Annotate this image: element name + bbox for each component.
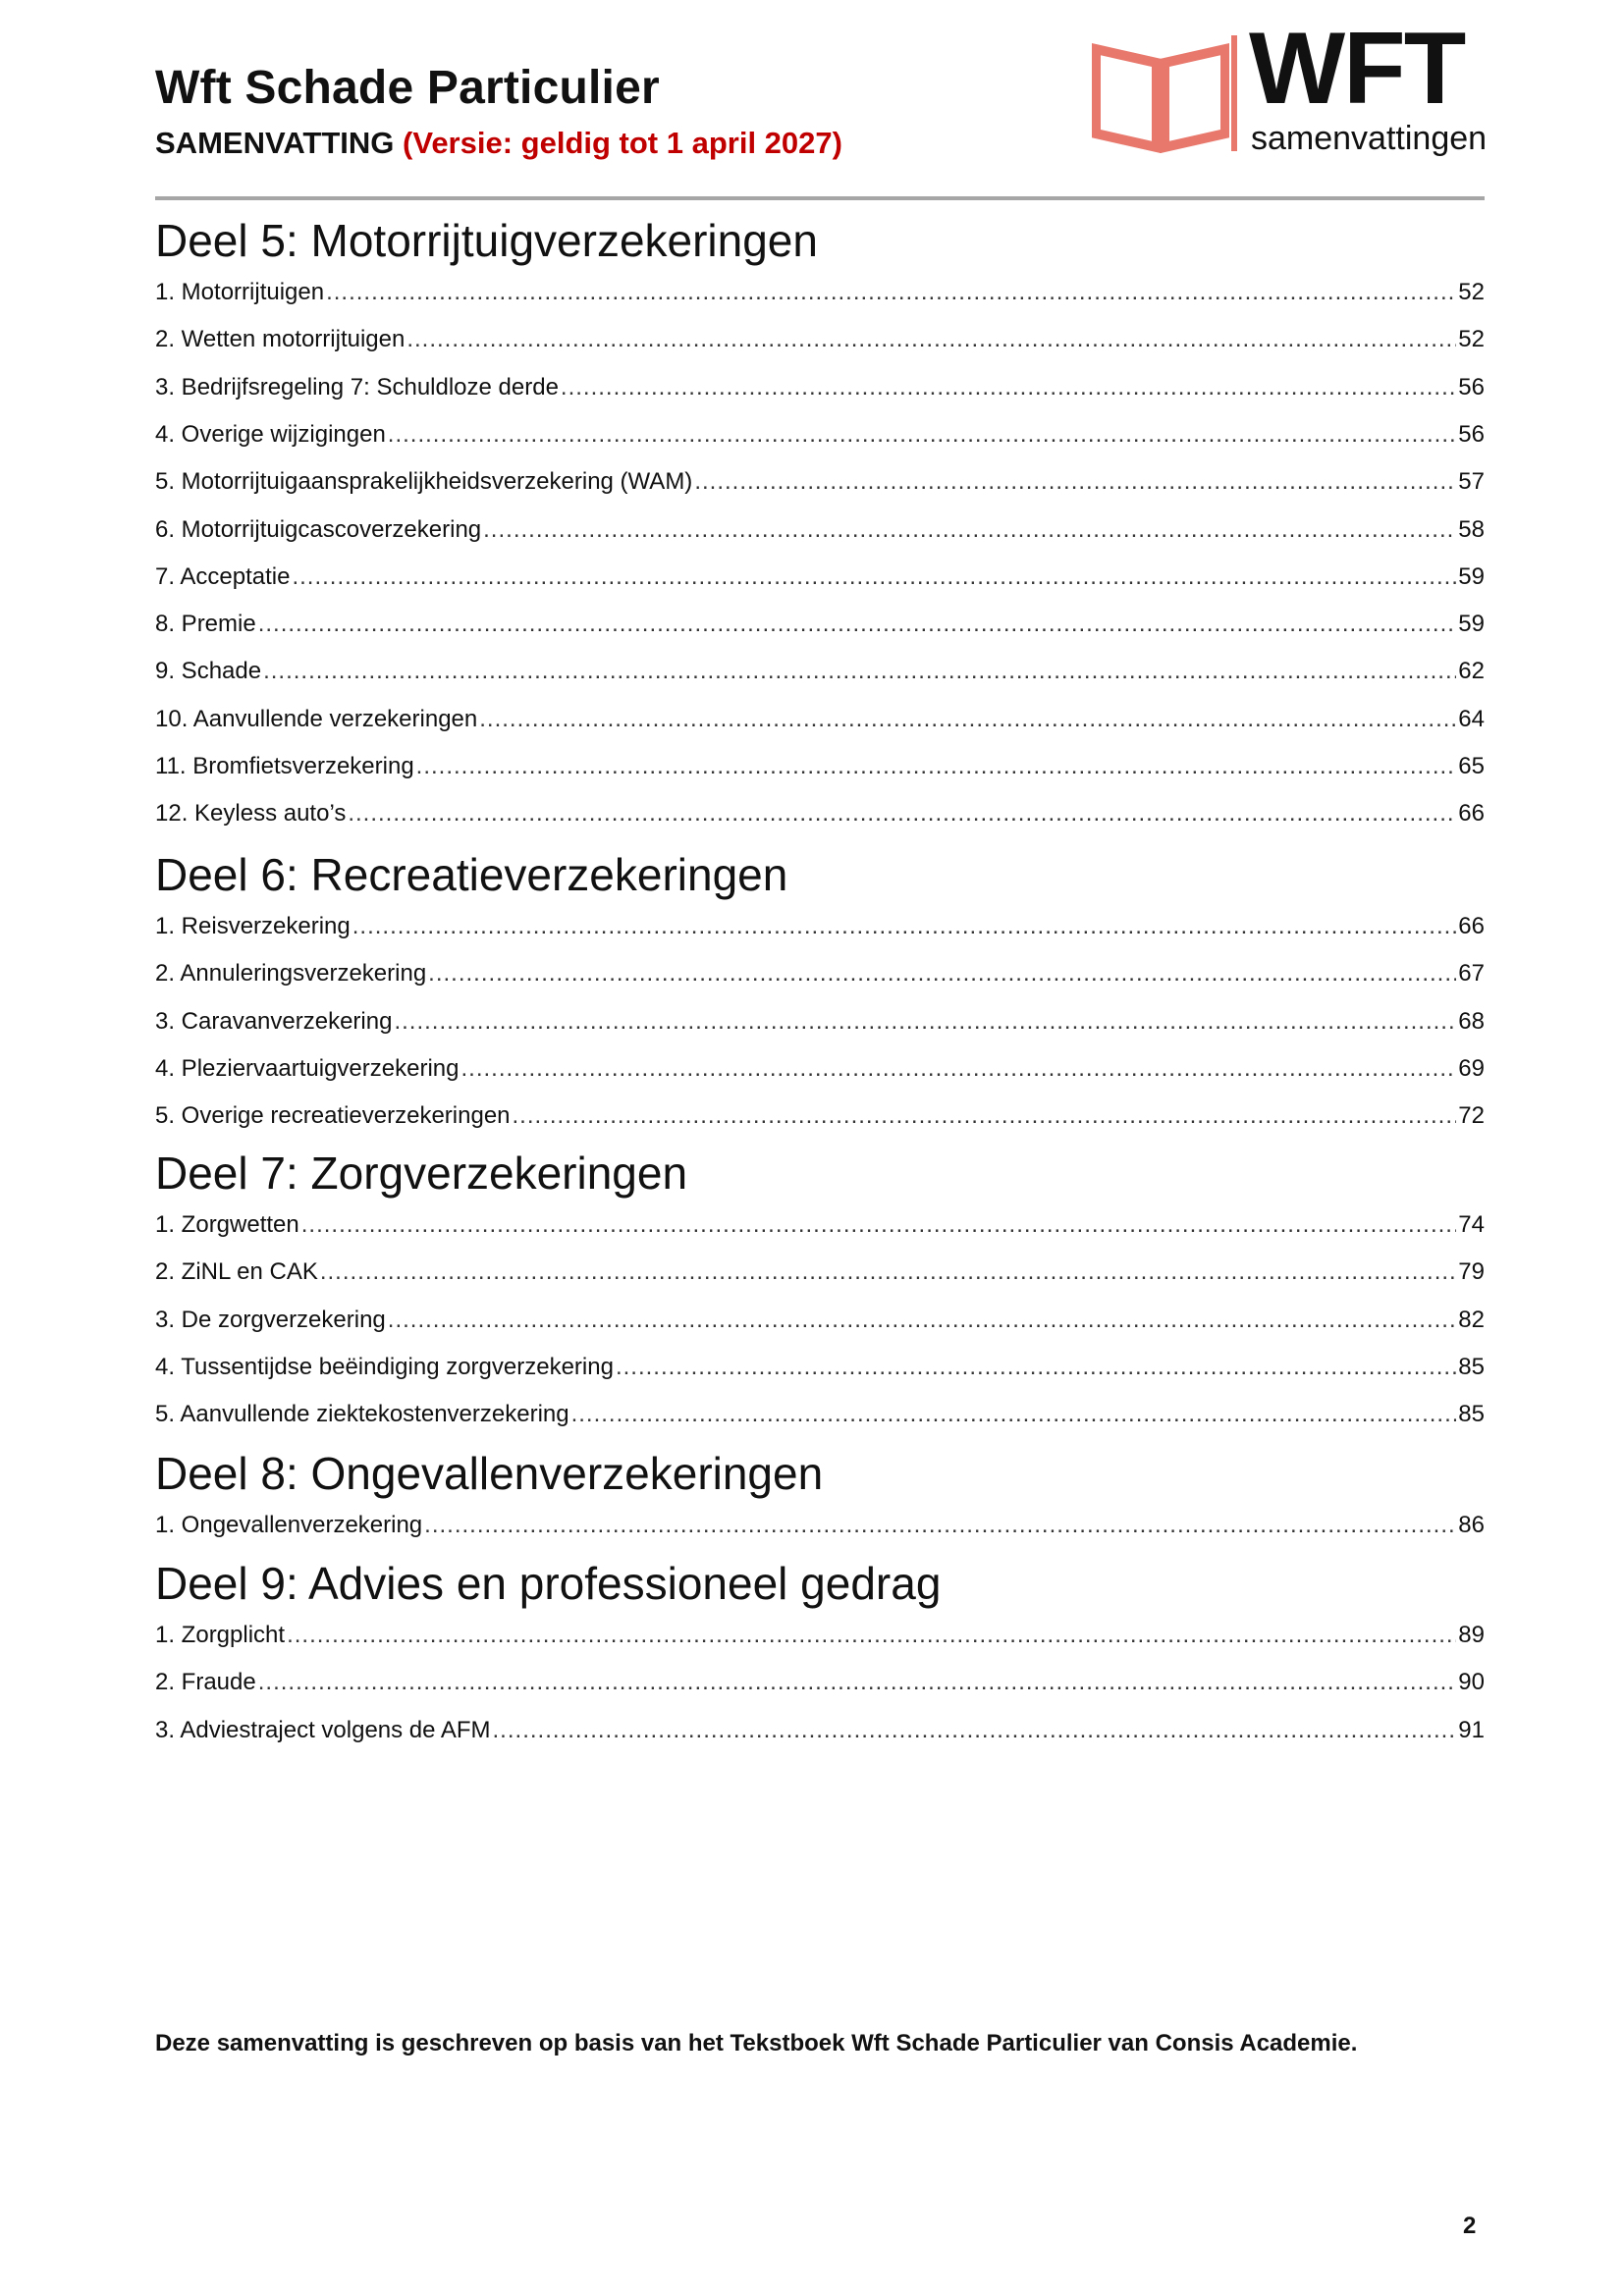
- toc-entry-label: 12. Keyless auto’s: [155, 800, 347, 828]
- toc-entry[interactable]: [155, 1008, 1485, 1041]
- toc-entry-page: 58: [1458, 515, 1485, 543]
- dot-leader: [561, 374, 1456, 401]
- toc-entry-label: 1. Zorgplicht: [155, 1622, 286, 1648]
- toc-entry-label: 1. Motorrijtuigen: [155, 279, 325, 305]
- dot-leader: [694, 468, 1456, 496]
- toc-entry[interactable]: [155, 1512, 1485, 1545]
- toc-entry[interactable]: [155, 516, 1485, 550]
- toc-entry[interactable]: [155, 468, 1485, 502]
- section-title: Deel 6: Recreatieverzekeringen: [155, 849, 788, 900]
- toc-entry-label: 7. Acceptatie: [155, 562, 291, 590]
- toc-entry-page: 66: [1458, 913, 1485, 939]
- dot-leader: [388, 421, 1457, 449]
- dot-leader: [258, 611, 1457, 638]
- subtitle-label: SAMENVATTING: [155, 126, 395, 160]
- dot-leader: [263, 658, 1456, 685]
- toc-entry-label: 1. Zorgwetten: [155, 1211, 299, 1238]
- toc-entry-page: 86: [1458, 1512, 1485, 1538]
- toc-entry[interactable]: [155, 1307, 1485, 1340]
- toc-entry-page: 85: [1458, 1401, 1485, 1428]
- dot-leader: [571, 1401, 1457, 1428]
- dot-leader: [424, 1512, 1456, 1539]
- toc-entry[interactable]: [155, 1055, 1485, 1089]
- toc-entry-page: 79: [1458, 1258, 1485, 1286]
- toc-entry-label: 2. Wetten motorrijtuigen: [155, 326, 406, 353]
- toc-entry-label: 2. Fraude: [155, 1669, 256, 1696]
- dot-leader: [493, 1717, 1457, 1744]
- toc-entry-label: 2. ZiNL en CAK: [155, 1258, 318, 1286]
- toc-entry-page: 56: [1458, 420, 1485, 448]
- section-title: Deel 9: Advies en professioneel gedrag: [155, 1558, 942, 1609]
- toc-entry[interactable]: [155, 1401, 1485, 1434]
- footer-note: Deze samenvatting is geschreven op basis van het Tekstboek Wft Schade Particulier van Consis Academie.: [155, 2030, 1358, 2056]
- toc-entry-page: 59: [1458, 611, 1485, 638]
- toc-entry-page: 89: [1458, 1622, 1485, 1648]
- toc-entry-page: 72: [1458, 1102, 1485, 1130]
- toc-entry-page: 56: [1458, 373, 1485, 400]
- toc-entry-label: 9. Schade: [155, 658, 262, 685]
- toc-entry-label: 3. Bedrijfsregeling 7: Schuldloze derde: [155, 373, 559, 400]
- toc-entry-page: 65: [1458, 753, 1485, 779]
- toc-entry-page: 68: [1458, 1007, 1485, 1035]
- document-title: Wft Schade Particulier: [155, 62, 660, 114]
- dot-leader: [301, 1211, 1457, 1239]
- toc-entry[interactable]: [155, 753, 1485, 786]
- document-subtitle: [155, 126, 842, 161]
- logo-tagline: samenvattingen: [1251, 120, 1488, 157]
- toc-entry-page: 69: [1458, 1054, 1485, 1082]
- dot-leader: [416, 753, 1457, 780]
- dot-leader: [483, 516, 1456, 544]
- logo-wordmark: WFT: [1249, 12, 1465, 126]
- toc-entry-page: 62: [1458, 658, 1485, 685]
- toc-entry-label: 3. Adviestraject volgens de AFM: [155, 1716, 491, 1743]
- dot-leader: [616, 1354, 1456, 1381]
- toc-entry-label: 6. Motorrijtuigcascoverzekering: [155, 515, 482, 543]
- page-number: 2: [1463, 2213, 1477, 2239]
- toc-entry-label: 3. De zorgverzekering: [155, 1306, 386, 1333]
- toc-entry-label: 4. Overige wijzigingen: [155, 420, 386, 448]
- toc-entry[interactable]: [155, 421, 1485, 454]
- toc-entry[interactable]: [155, 913, 1485, 946]
- toc-entry-page: 74: [1458, 1211, 1485, 1238]
- toc-entry-label: 5. Motorrijtuigaansprakelijkheidsverzekering (WAM): [155, 468, 693, 496]
- toc-entry-label: 5. Overige recreatieverzekeringen: [155, 1102, 511, 1130]
- toc-entry[interactable]: [155, 1622, 1485, 1655]
- toc-entry[interactable]: [155, 1669, 1485, 1702]
- section-title: Deel 8: Ongevallenverzekeringen: [155, 1448, 824, 1499]
- section-title: Deel 7: Zorgverzekeringen: [155, 1148, 688, 1199]
- toc-entry-label: 1. Ongevallenverzekering: [155, 1512, 423, 1538]
- toc-entry[interactable]: [155, 706, 1485, 739]
- toc-entry-page: 85: [1458, 1353, 1485, 1380]
- toc-entry[interactable]: [155, 1354, 1485, 1387]
- toc-entry-label: 3. Caravanverzekering: [155, 1007, 393, 1035]
- toc-entry-page: 67: [1458, 960, 1485, 988]
- toc-entry[interactable]: [155, 1211, 1485, 1245]
- toc-entry[interactable]: [155, 1258, 1485, 1292]
- dot-leader: [326, 279, 1456, 306]
- toc-entry[interactable]: [155, 611, 1485, 644]
- toc-entry-page: 64: [1458, 705, 1485, 732]
- toc-entry[interactable]: [155, 326, 1485, 359]
- toc-entry-page: 66: [1458, 800, 1485, 828]
- dot-leader: [394, 1008, 1456, 1036]
- toc-entry[interactable]: [155, 800, 1485, 833]
- toc-entry[interactable]: [155, 1717, 1485, 1750]
- dot-leader: [287, 1622, 1456, 1649]
- toc-entry[interactable]: [155, 658, 1485, 691]
- toc-entry-label: 5. Aanvullende ziektekostenverzekering: [155, 1401, 569, 1428]
- dot-leader: [406, 326, 1456, 353]
- toc-entry-label: 11. Bromfietsverzekering: [155, 753, 414, 779]
- dot-leader: [460, 1055, 1456, 1083]
- toc-entry-label: 2. Annuleringsverzekering: [155, 960, 427, 988]
- dot-leader: [258, 1669, 1457, 1696]
- toc-entry-label: 1. Reisverzekering: [155, 913, 351, 939]
- dot-leader: [388, 1307, 1457, 1334]
- open-book-icon: [1092, 37, 1229, 153]
- header-divider: [155, 196, 1485, 200]
- section-title: Deel 5: Motorrijtuigverzekeringen: [155, 215, 818, 266]
- toc-entry[interactable]: [155, 279, 1485, 312]
- dot-leader: [292, 563, 1456, 591]
- toc-entry-page: 82: [1458, 1306, 1485, 1333]
- toc-entry[interactable]: [155, 374, 1485, 407]
- dot-leader: [320, 1258, 1456, 1286]
- toc-entry-label: 8. Premie: [155, 611, 256, 638]
- dot-leader: [513, 1102, 1457, 1130]
- toc-entry[interactable]: [155, 563, 1485, 597]
- toc-entry[interactable]: [155, 960, 1485, 993]
- toc-entry-page: 52: [1458, 326, 1485, 353]
- toc-entry-label: 4. Tussentijdse beëindiging zorgverzekering: [155, 1353, 614, 1380]
- version-note: (Versie: geldig tot 1 april 2027): [403, 126, 842, 160]
- logo-divider: [1231, 35, 1237, 151]
- toc-entry-label: 10. Aanvullende verzekeringen: [155, 705, 478, 732]
- toc-entry-page: 90: [1458, 1669, 1485, 1696]
- dot-leader: [348, 800, 1456, 828]
- toc-entry[interactable]: [155, 1102, 1485, 1136]
- toc-entry-page: 57: [1458, 468, 1485, 496]
- toc-entry-label: 4. Pleziervaartuigverzekering: [155, 1054, 460, 1082]
- dot-leader: [352, 913, 1457, 940]
- wft-logo: [1092, 12, 1488, 157]
- toc-entry-page: 52: [1458, 279, 1485, 305]
- dot-leader: [479, 706, 1456, 733]
- toc-entry-page: 91: [1458, 1716, 1485, 1743]
- toc-entry-page: 59: [1458, 562, 1485, 590]
- dot-leader: [428, 960, 1456, 988]
